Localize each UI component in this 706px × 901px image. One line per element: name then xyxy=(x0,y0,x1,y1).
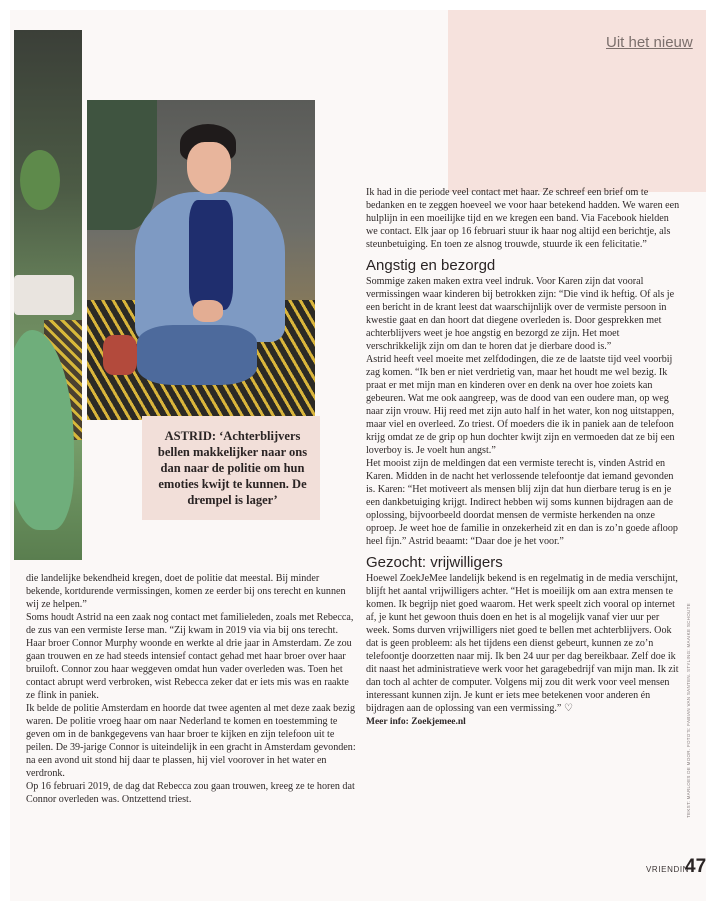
table-shape xyxy=(14,275,74,315)
page-number: 47 xyxy=(685,856,706,877)
left-column xyxy=(26,572,356,806)
paragraph: Hoewel ZoekJeMee landelijk bekend is en regelmatig in de media verschijnt, blijft het aantal vrijwilligers achter. “Het is moeilijk om aan extra mensen te komen. Ik begrijp niet goed waarom. Het werk speelt zich vooral op internet af, je kunt het gewoon thuis doen en het is al mogelijk vanaf vier uur per week. Soms durven vrijwilligers niet goed te bellen met achterblijvers. Ook dat is geen probleem: als het tijdens een dienst gebeurt, kunnen ze zo’n telefoontje doorzetten naar mij. Ik ben 24 uur per dag bereikbaar. Zelf doe ik dit naast het administratieve werk voor het garagebedrijf van mijn man. Ik zit dan toch al achter de computer. Volgens mij zou dit werk voor veel mensen interessant kunnen zijn. Je kunt er iets mee betekenen voor anderen én bijdragen aan de oplossing van een vermissing.” ♡ xyxy=(366,573,679,714)
paragraph: Astrid heeft veel moeite met zelfdodingen, die ze de laatste tijd veel voorbij zag komen. “Ik ben er niet verdrietig van, maar het houdt me wel bezig. Ik praat er met mijn man en kinderen over en denk na over hoe zoiets kan gebeuren. Wat me ook aangreep, was de dood van een oudere man, op weg naar zijn vrouw. Hij reed met zijn auto half in het water, kon nog uitstappen, maar viel en overleed. Zo triest. Of moeders die ik in paniek aan de telefoon krijg omdat ze de grip op hun dochter kwijt zijn en vermoeden dat ze bij een loverboy is. Je voelt hun angst.” xyxy=(366,354,675,456)
photo-credits: TEKST: MARLOES DE MOOR. FOTO'S: FABIAN VAN SANTEN. STYLING: MAAIKE SCHOUTE xyxy=(686,603,691,818)
paragraph: Op 16 februari 2019, de dag dat Rebecca zou gaan trouwen, kreeg ze te horen dat Connor overleden was. Ontzettend triest. xyxy=(26,781,355,805)
paragraph: Soms houdt Astrid na een zaak nog contact met familieleden, zoals met Rebecca, de zus van een vermiste Ierse man. “Zij kwam in 2019 via via bij ons terecht. Haar broer Connor Murphy woonde en werkte al drie jaar in Amsterdam. Ze zou gaan trouwen en ze had steeds intensief contact gehad met haar broer over haar bruiloft. Connor zou haar weggeven omdat hun vader overleden was. Toen het contact abrupt werd verbroken, wist Rebecca zeker dat er iets mis was en raakte ze flink in paniek. xyxy=(26,612,354,701)
paragraph: Ik belde de politie Amsterdam en hoorde dat twee agenten al met deze zaak bezig waren. De politie vroeg haar om naar Nederland te komen en toestemming te geven om in de bankgegevens van haar broer te kijken en zijn telefoon uit te peilen. De 39-jarige Connor is uiteindelijk in een gracht in Amsterdam gevonden: na een avond uit stond hij daar te plassen, hij viel voorover in het water en verdronk. xyxy=(26,703,356,779)
section-title: Uit het nieuw xyxy=(606,34,693,51)
background-plant xyxy=(87,100,157,230)
heading-vrijwilligers: Gezocht: vrijwilligers xyxy=(366,554,503,571)
jeans xyxy=(137,325,257,385)
intro-paragraph: Ik had in die periode veel contact met haar. Ze schreef een brief om te bedanken en te zeggen hoeveel we voor haar betekend hadden. We waren een hulplijn in een moeilijke tijd en we kregen een band. Via Facebook hielden we contact. Elk jaar op 16 februari stuur ik haar nog altijd een berichtje, als steunbetuiging. En toen ze alsnog trouwde, stuurde ik een felicitatie.” xyxy=(366,187,680,250)
heading-angstig: Angstig en bezorgd xyxy=(366,257,496,274)
magazine-page xyxy=(10,10,706,901)
paragraph: Sommige zaken maken extra veel indruk. Voor Karen zijn dat vooral vermissingen waar kinderen bij betrokken zijn: “Die vind ik heftig. Of als je een bericht in de krant leest dat waarschijnlijk over de vermiste persoon in kwestie gaat en dan hoort dat diegene overleden is. Door gesprekken met achterblijvers weet je hoe angstig en bezorgd ze zijn. Het moet verschrikkelijk zijn om dan te horen dat je dierbare dood is.” xyxy=(366,276,675,352)
face xyxy=(187,142,231,194)
right-column xyxy=(366,186,682,729)
side-photo xyxy=(14,30,82,560)
blouse xyxy=(189,200,233,310)
photo-caption: ASTRID: ‘Achterblijvers bellen makkelijker naar ons dan naar de politie om hun emoties kwijt te kunnen. De drempel is lager’ xyxy=(157,429,308,507)
magazine-name: VRIENDIN xyxy=(646,865,690,874)
plant-leaf xyxy=(20,150,60,210)
paragraph: Het mooist zijn de meldingen dat een vermiste terecht is, vinden Astrid en Karen. Midden in de nacht het verlossende telefoontje dat iemand gevonden is. Karen: “Het motiveert als mensen blij zijn dat hun dierbare terug is en je een dankbetuiging krijgt. Indirect hebben wij soms kunnen bijdragen aan de oplossing, bijvoorbeeld doordat mensen de vermiste herkenden na onze oproep. Je weet hoe de familie in onzekerheid zit en dan is zo’n goede afloop heel fijn.” Astrid beaamt: “Daar doe je het voor.” xyxy=(366,458,678,547)
hand xyxy=(193,300,223,322)
portrait-photo xyxy=(87,100,315,420)
red-bag xyxy=(103,335,137,375)
paragraph: die landelijke bekendheid kregen, doet de politie dat meestal. Bij minder bekende, kortdurende vermissingen, komen ze eerder bij ons terecht en kunnen wij ze helpen.” xyxy=(26,573,346,610)
more-info: Meer info: Zoekjemee.nl xyxy=(366,717,466,727)
